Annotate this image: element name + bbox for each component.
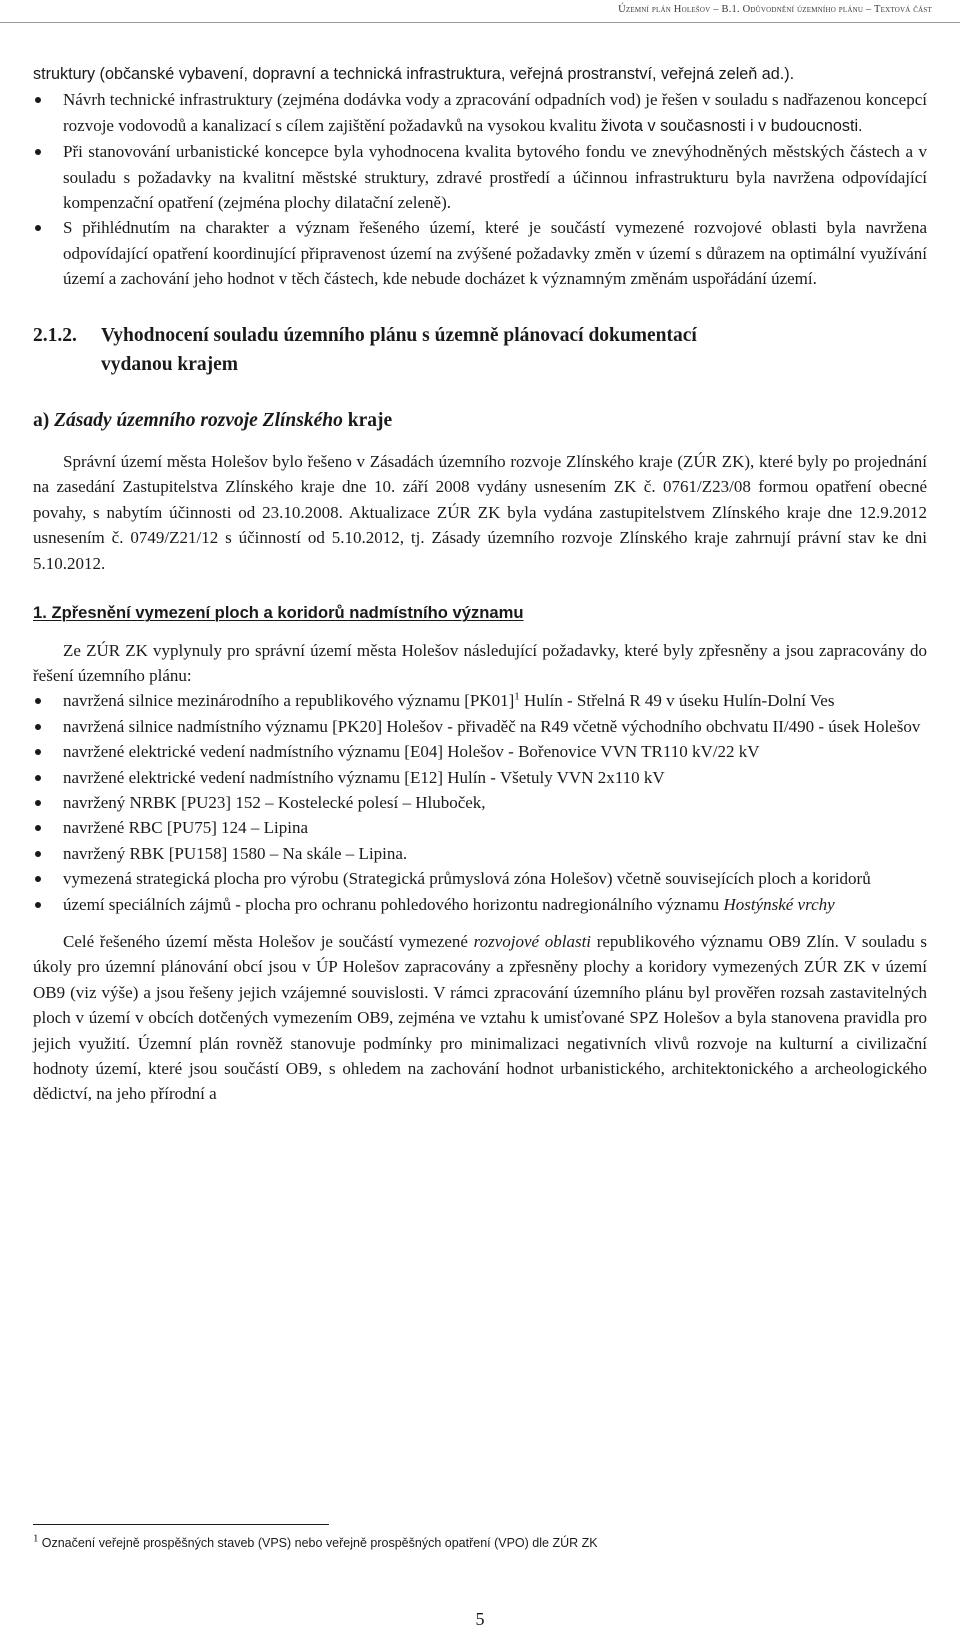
list-item: vymezená strategická plocha pro výrobu (Strategická průmyslová zóna Holešov) včetně souvisejících ploch a koridorů xyxy=(33,866,927,891)
intro-continuation: struktury (občanské vybavení, dopravní a technická infrastruktura, veřejná prostranství, veřejná zeleň ad.). xyxy=(33,65,795,83)
closing-paragraph: Celé řešeného území města Holešov je součástí vymezené rozvojové oblasti republikového významu OB9 Zlín. V souladu s úkoly pro územní plánování obcí jsou v ÚP Holešov zapracovány a zpřesněny plochy a koridory vymezených ZÚR ZK v území OB9 (viz výše) a jsou řešeny jejich vzájemné souvislosti. V rámci zpracování územního plánu byl prověřen rozsah zastavitelných ploch v území v obcích dotčených vymezením OB9, zejména ve vztahu k umisťované SPZ Holešov a byla stanovena pravidla pro jejich využití. Územní plán rovněž stanovuje podmínky pro minimalizaci negativních vlivů rozvoje na kulturní a civilizační hodnoty území, které jsou součástí OB9, s ohledem na zachování hodnot urbanistického, architektonického a archeologického dědictví, na jeho přírodní a xyxy=(33,931,928,1104)
list-item: území speciálních zájmů - plocha pro ochranu pohledového horizontu nadregionálního významu Hostýnské vrchy xyxy=(33,892,927,917)
list-item: navržená silnice mezinárodního a republikového významu $[PK01]^1$ Hulín - Střelná R 49 v úseku Hulín-Dolní Ves xyxy=(33,688,927,713)
list-item: navržené elektrické vedení nadmístního významu [E12] Hulín - Všetuly VVN 2x110 kV xyxy=(33,765,927,790)
list-item: Návrh technické infrastruktury (zejména dodávka vody a zpracování odpadních vod) je řešen v souladu s nadřazenou koncepcí rozvoje vodovodů a kanalizací s cílem zajištění požadavků na vysokou kvalitu života v současnosti i v budoucnosti. xyxy=(33,87,927,139)
subsection-heading: a) Zásady územního rozvoje Zlínského kraje xyxy=(33,409,393,431)
list-item: S přihlédnutím na charakter a význam řešeného území, které je součástí vymezené rozvojové oblasti byla navržena odpovídající opatření koordinující připravenost území na zvýšené požadavky změn v území s důrazem na optimální využívání území a zachování jeho hodnot v těch částech, kde nebude docházet k významným změnám uspořádání území. xyxy=(33,215,927,291)
section-heading xyxy=(33,321,927,379)
top-bullet-list xyxy=(33,87,927,291)
footnote-divider xyxy=(33,1524,329,1525)
list-item: navržený RBK [PU158] 1580 – Na skále – Lipina. xyxy=(33,841,927,866)
list-item: navržené RBC [PU75] 124 – Lipina xyxy=(33,815,927,840)
footnote xyxy=(33,1532,927,1551)
running-header xyxy=(0,0,960,23)
header-text: Územní plán Holešov – B.1. Odůvodnění územního plánu – Textová část xyxy=(618,4,932,15)
zur-paragraph: Správní území města Holešov bylo řešeno v Zásadách územního rozvoje Zlínského kraje (ZÚR ZK), které byly po projednání na zasedání Zastupitelstva Zlínského kraje dne 10. září 2008 vydány usnesením ZK č. 0761/Z23/08 formou opatření obecné povahy, s nabytím účinnosti od 23.10.2008. Aktualizace ZÚR ZK byla vydána zastupitelstvem Zlínského kraje dne 12.9.2012 usnesením č. 0749/Z21/12 s účinností od 5.10.2012, tj. Zásady územního rozvoje Zlínského kraje zahrnují právní stav ke dni 5.10.2012. xyxy=(33,452,927,573)
list-item: Při stanovování urbanistické koncepce byla vyhodnocena kvalita bytového fondu ve znevýhodněných městských částech a v souladu s požadavky na kvalitní městské struktury, zdravé prostředí a účinnou infrastrukturu byla navržena odpovídající kompenzační opatření (zejména plochy dilatační zeleně). xyxy=(33,139,927,215)
list-item: navržené elektrické vedení nadmístního významu [E04] Holešov - Bořenovice VVN TR110 kV/22 kV xyxy=(33,739,927,764)
subheading: 1. Zpřesnění vymezení ploch a koridorů nadmístního významu xyxy=(33,603,524,623)
list-item: navržená silnice nadmístního významu [PK20] Holešov - přivaděč na R49 včetně východního obchvatu II/490 - úsek Holešov xyxy=(33,714,927,739)
page-content xyxy=(33,62,928,1629)
footnote-mark: 1 xyxy=(33,1532,39,1545)
list-item: navržený NRBK [PU23] 152 – Kostelecké polesí – Hluboček, xyxy=(33,790,927,815)
requirements-list xyxy=(33,688,927,917)
section-title-line2: vydanou krajem xyxy=(101,353,239,375)
footnote-text: Označení veřejně prospěšných staveb (VPS) nebo veřejně prospěšných opatření (VPO) dle ZÚR ZK xyxy=(41,1536,598,1550)
page-number: 5 xyxy=(475,1609,485,1629)
requirements-intro: Ze ZÚR ZK vyplynuly pro správní území města Holešov následující požadavky, které byly zpřesněny a jsou zapracovány do řešení územního plánu: xyxy=(33,640,927,685)
section-number: 2.1.2. xyxy=(33,324,77,346)
section-title-line1: Vyhodnocení souladu územního plánu s územně plánovací dokumentací xyxy=(101,324,697,346)
